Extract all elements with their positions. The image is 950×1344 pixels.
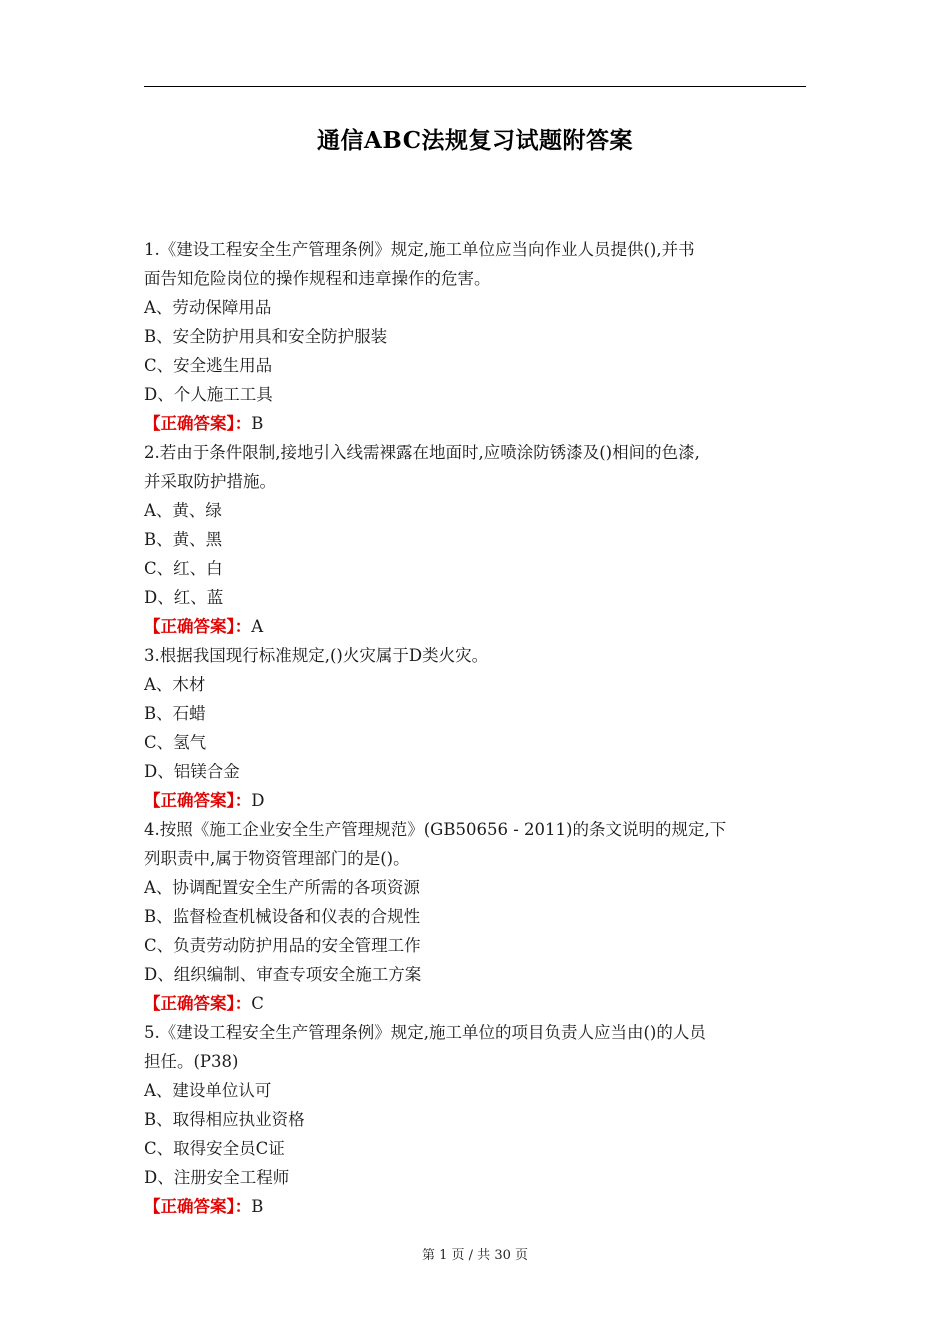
answer-value: C (251, 994, 264, 1013)
option-b: B、黄、黑 (144, 530, 223, 549)
option-a: A、木材 (144, 675, 206, 694)
question (144, 815, 808, 1018)
question-stem-line: 担任。(P38) (144, 1052, 239, 1071)
option-c: C、红、白 (144, 559, 223, 578)
answer-label: 【正确答案】： (144, 791, 252, 810)
answer-line (144, 409, 808, 438)
answer-label: 【正确答案】： (144, 994, 252, 1013)
document-title: 通信ABC法规复习试题附答案 (316, 127, 634, 154)
option-c: C、氢气 (144, 733, 207, 752)
option-b: B、石蜡 (144, 704, 206, 723)
answer-line (144, 989, 808, 1018)
option-a: A、黄、绿 (144, 501, 222, 520)
option-b: B、取得相应执业资格 (144, 1110, 305, 1129)
option-c: C、取得安全员C证 (144, 1139, 285, 1158)
option-c: C、负责劳动防护用品的安全管理工作 (144, 936, 421, 955)
question-stem-line: 1.《建设工程安全生产管理条例》规定,施工单位应当向作业人员提供(),并书 (144, 240, 695, 259)
page-footer: 第 1 页 / 共 30 页 (422, 1248, 528, 1263)
question-stem-line: 5.《建设工程安全生产管理条例》规定,施工单位的项目负责人应当由()的人员 (144, 1023, 706, 1042)
answer-label: 【正确答案】： (144, 414, 252, 433)
option-a: A、协调配置安全生产所需的各项资源 (144, 878, 420, 897)
option-c: C、安全逃生用品 (144, 356, 273, 375)
answer-value: B (251, 414, 264, 433)
option-b: B、监督检查机械设备和仪表的合规性 (144, 907, 421, 926)
option-a: A、劳动保障用品 (144, 298, 272, 317)
question-stem-line: 列职责中,属于物资管理部门的是()。 (144, 849, 410, 868)
question-stem-line: 面告知危险岗位的操作规程和违章操作的危害。 (144, 269, 491, 288)
answer-value: A (251, 617, 264, 636)
option-d: D、个人施工工具 (144, 385, 273, 404)
option-b: B、安全防护用具和安全防护服装 (144, 327, 388, 346)
option-d: D、注册安全工程师 (144, 1168, 290, 1187)
answer-line (144, 786, 808, 815)
question-list (144, 235, 808, 1221)
question-stem-line: 2.若由于条件限制,接地引入线需裸露在地面时,应喷涂防锈漆及()相间的色漆, (144, 443, 700, 462)
question (144, 1018, 808, 1221)
question-stem-line: 3.根据我国现行标准规定,()火灾属于D类火灾。 (144, 646, 489, 665)
question (144, 438, 808, 641)
question-stem-line: 并采取防护措施。 (144, 472, 276, 491)
answer-value: D (251, 791, 265, 810)
answer-label: 【正确答案】： (144, 617, 252, 636)
answer-line (144, 612, 808, 641)
answer-label: 【正确答案】： (144, 1197, 252, 1216)
answer-line (144, 1192, 808, 1221)
option-d: D、铝镁合金 (144, 762, 240, 781)
question (144, 235, 808, 438)
header-rule (144, 86, 806, 87)
answer-value: B (251, 1197, 264, 1216)
question (144, 641, 808, 815)
option-d: D、红、蓝 (144, 588, 224, 607)
question-stem-line: 4.按照《施工企业安全生产管理规范》(GB50656 - 2011)的条文说明的规定,下 (144, 820, 727, 839)
option-d: D、组织编制、审查专项安全施工方案 (144, 965, 422, 984)
option-a: A、建设单位认可 (144, 1081, 272, 1100)
